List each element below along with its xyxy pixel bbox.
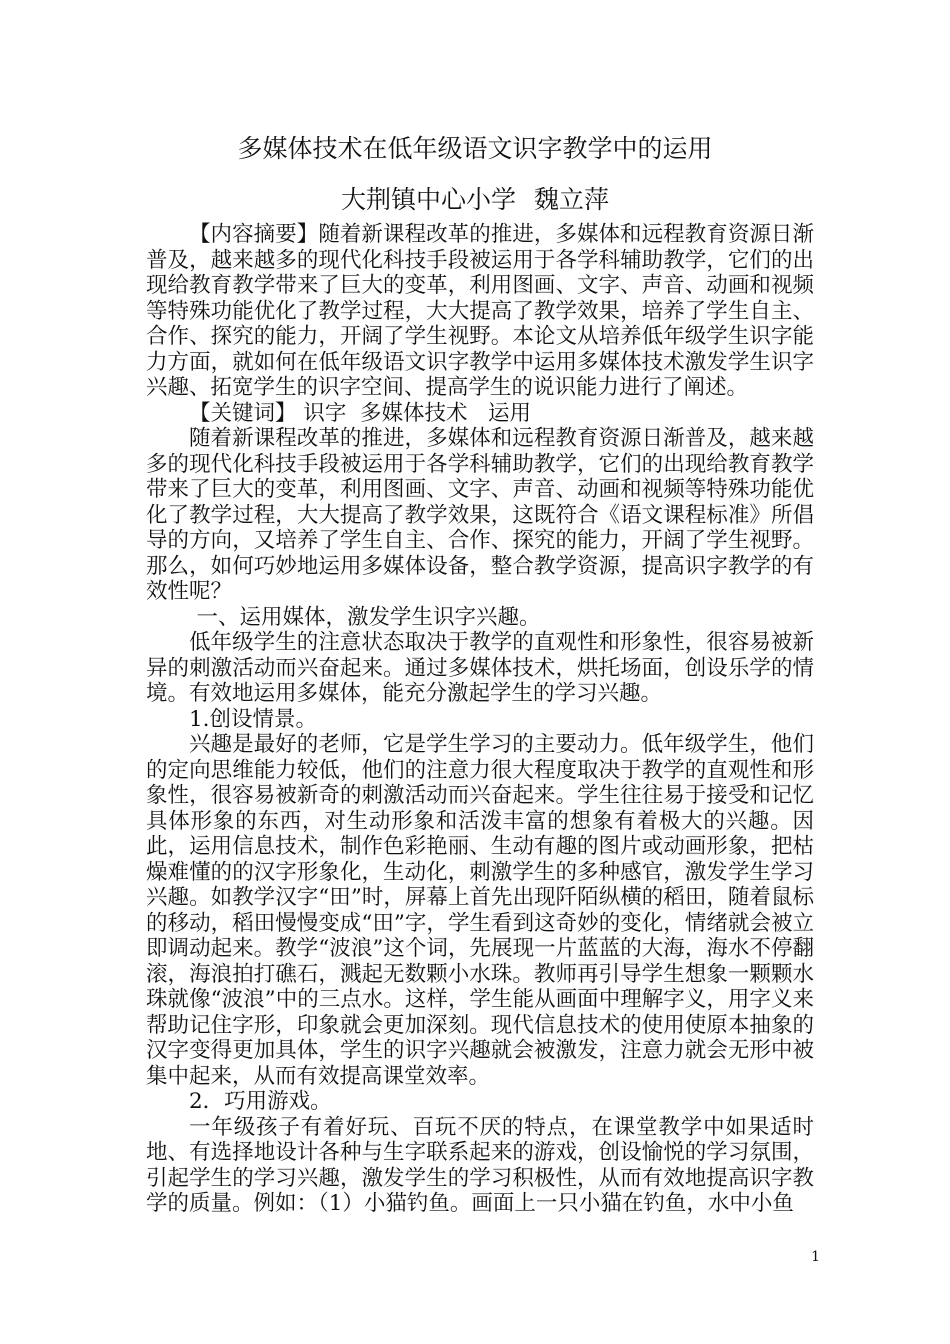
abstract-paragraph: 【内容摘要】随着新课程改革的推进，多媒体和远程教育资源日渐普及，越来越多的现代化科技手段被运用于各学科辅助教学，它们的出现给教育教学带来了巨大的变革，利用图画、文字、声音、动画和视频等特殊功能优化了教学过程，大大提高了教学效果，培养了学生自主、合作、探究的能力，开阔了学生视野。本论文从培养低年级学生识字能力方面，就如何在低年级语文识字教学中运用多媒体技术激发学生识字兴趣、拓宽学生的识字空间、提高学生的说识能力进行了阐述。 [146, 222, 814, 400]
intro-paragraph: 随着新课程改革的推进，多媒体和远程教育资源日渐普及，越来越多的现代化科技手段被运用于各学科辅助教学，它们的出现给教育教学带来了巨大的变革，利用图画、文字、声音、动画和视频等特殊功能优化了教学过程，大大提高了教学效果，这既符合《语文课程标准》所倡导的方向，又培养了学生自主、合作、探究的能力，开阔了学生视野。那么，如何巧妙地运用多媒体设备，整合教学资源，提高识字教学的有效性呢？ [146, 426, 814, 604]
subsection-heading-2: 2．巧用游戏。 [189, 1089, 332, 1114]
document-author-line [0, 183, 950, 217]
page-number: 1 [811, 1249, 820, 1265]
subsection-heading-1: 1.创设情景。 [189, 706, 318, 732]
author-name: 魏立萍 [534, 185, 610, 214]
document-body [146, 222, 814, 1217]
author-school: 大荆镇中心小学 [340, 185, 516, 214]
keywords-paragraph: 【关键词】 识字 多媒体技术 运用 [189, 400, 532, 426]
subsection-paragraph-2: 一年级孩子有着好玩、百玩不厌的特点，在课堂教学中如果适时地、有选择地设计各种与生字联系起来的游戏，创设愉悦的学习氛围，引起学生的学习兴趣，激发学生的学习积极性，从而有效地提高识字教学的质量。例如：（1）小猫钓鱼。画面上一只小猫在钓鱼，水中小鱼 [146, 1114, 814, 1216]
section-paragraph-1: 低年级学生的注意状态取决于教学的直观性和形象性，很容易被新异的刺激活动而兴奋起来。通过多媒体技术，烘托场面，创设乐学的情境。有效地运用多媒体，能充分激起学生的学习兴趣。 [146, 630, 814, 706]
section-heading-1: 一、运用媒体，激发学生识字兴趣。 [196, 604, 541, 630]
document-title: 多媒体技术在低年级语文识字教学中的运用 [237, 134, 713, 163]
subsection-paragraph-1: 兴趣是最好的老师，它是学生学习的主要动力。低年级学生，他们的定向思维能力较低，他们的注意力很大程度取决于教学的直观性和形象性，很容易被新奇的刺激活动而兴奋起来。学生往往易于接受和记忆具体形象的东西，对生动形象和活泼丰富的想象有着极大的兴趣。因此，运用信息技术，制作色彩艳丽、生动有趣的图片或动画形象，把枯燥难懂的的汉字形象化，生动化，刺激学生的多种感官，激发学生学习兴趣。如教学汉字“田”时，屏幕上首先出现阡陌纵横的稻田，随着鼠标的移动，稻田慢慢变成“田”字，学生看到这奇妙的变化，情绪就会被立即调动起来。教学“波浪”这个词，先展现一片蓝蓝的大海，海水不停翻滚，海浪拍打礁石，溅起无数颗小水珠。教师再引导学生想象一颗颗水珠就像“波浪”中的三点水。这样，学生能从画面中理解字义，用字义来帮助记住字形，印象就会更加深刻。现代信息技术的使用使原本抽象的汉字变得更加具体，学生的识字兴趣就会被激发，注意力就会无形中被集中起来，从而有效提高课堂效率。 [146, 732, 814, 1089]
